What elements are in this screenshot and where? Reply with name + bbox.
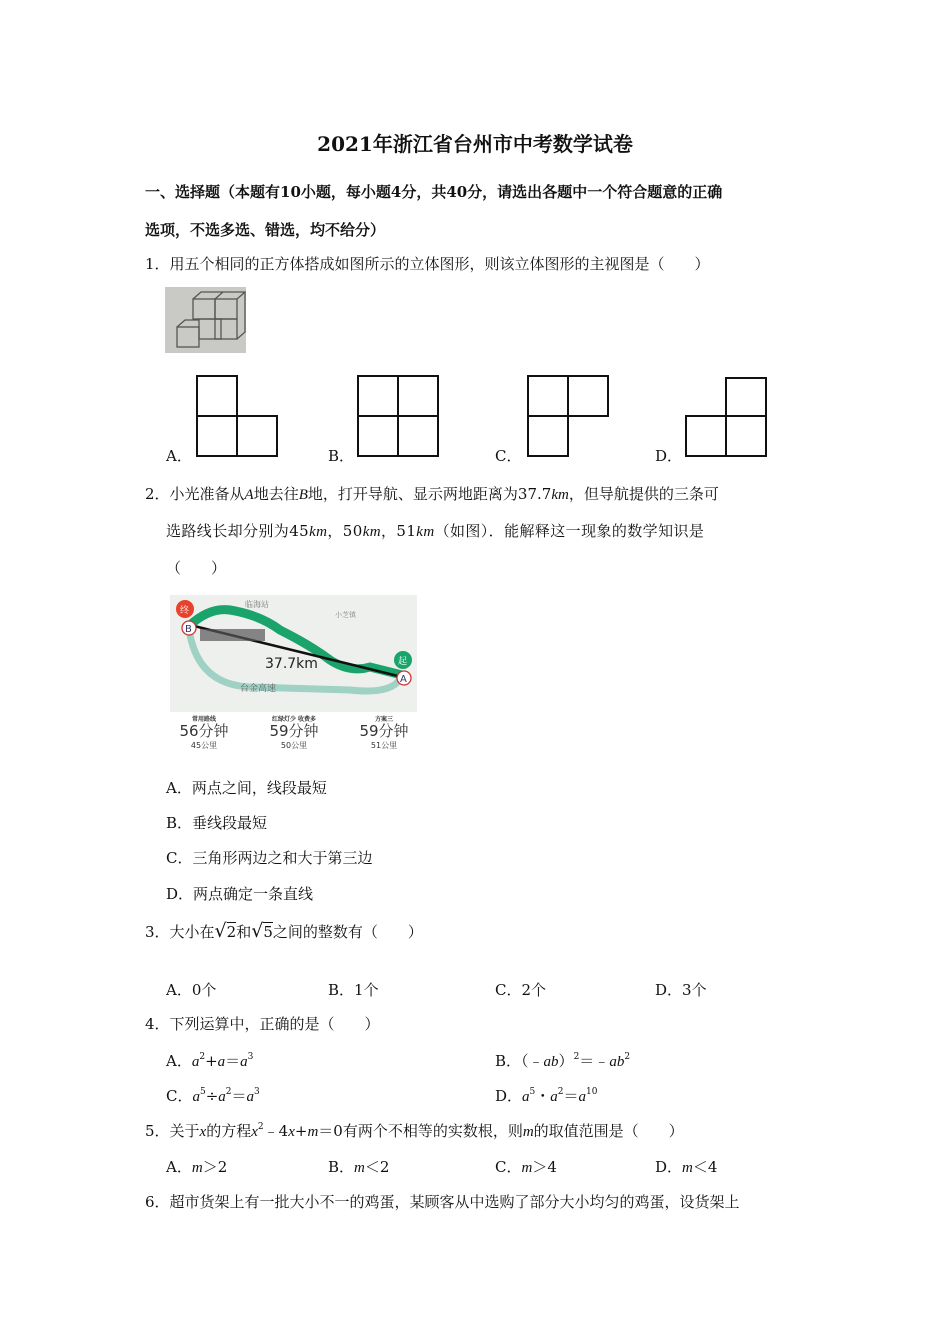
q5-option-b: B．m＜2 (328, 1158, 390, 1176)
option-c-figure (521, 370, 616, 462)
navigation-map-image (170, 595, 417, 712)
q4-option-d: D．$a^5$・$a^2=a^{10}$ (495, 1087, 598, 1105)
q4-option-b: B．$(﹣ab)^2=﹣ab^2$ (495, 1052, 631, 1070)
map-place-label: 小芝镇 (335, 611, 356, 619)
q5-option-d: D．m＜4 (655, 1158, 718, 1176)
q1-option-a: A． (166, 447, 192, 465)
q4-option-a: A．$a^2+a=a^3$ (166, 1052, 254, 1070)
q1-text: 1．用五个相同的正方体搭成如图所示的立体图形，则该立体图形的主视图是（ ） (145, 255, 710, 273)
q2-option-d: D．两点确定一条直线 (166, 885, 314, 903)
q1-option-d: D． (655, 447, 683, 465)
q2-option-c: C．三角形两边之和大于第三边 (166, 849, 373, 867)
q1-option-b: B． (328, 447, 355, 465)
q2-option-b: B．垂线段最短 (166, 814, 268, 832)
route-option: 方案三 59分钟 51公里 (359, 716, 409, 750)
page-title: 2021年浙江省台州市中考数学试卷 (317, 132, 633, 156)
q4-option-c: C．$a^5\div a^2=a^3$ (166, 1087, 260, 1105)
q3-option-a: A．0个 (166, 981, 217, 999)
q2-line3: （ ） (166, 559, 227, 577)
q2-line2: 选路线长却分别为45km，50km，51km（如图）．能解释这一现象的数学知识是 (166, 522, 705, 540)
q5-option-a: A．m＞2 (166, 1158, 228, 1176)
svg-text:终: 终 (180, 606, 190, 616)
section-heading: 一、选择题（本题有10小题，每小题4分，共40分，请选出各题中一个符合题意的正确 (145, 183, 723, 201)
q5-option-c: C．m＞4 (495, 1158, 557, 1176)
route-option: 常用路线 56分钟 45公里 (179, 716, 229, 750)
q4-text: 4．下列运算中，正确的是（ ） (145, 1015, 380, 1033)
q3-option-b: B．1个 (328, 981, 379, 999)
q2-line1: 2．小光准备从A地去往B地，打开导航、显示两地距离为37.7km，但导航提供的三条可 (145, 485, 719, 503)
option-a-figure (190, 370, 285, 462)
q3-option-d: D．3个 (655, 981, 707, 999)
route-option: 红绿灯少 收费多 59分钟 50公里 (269, 716, 319, 750)
map-road-label: 台金高速 (240, 684, 277, 694)
section-heading-cont: 选项，不选多选、错选，均不给分） (145, 221, 386, 239)
q3-option-c: C．2个 (495, 981, 547, 999)
option-d-figure (679, 370, 774, 462)
svg-text:A: A (400, 674, 407, 685)
svg-text:B: B (185, 624, 192, 635)
option-b-figure (351, 370, 446, 462)
q1-option-c: C． (495, 447, 522, 465)
q2-option-a: A．两点之间，线段最短 (166, 779, 327, 797)
q5-text: 5．关于x的方程$x^2﹣4x+m=0$有两个不相等的实数根，则m的取值范围是（ ） (145, 1122, 684, 1140)
map-place-label: 临海站 (245, 600, 269, 609)
q3-text: 3．大小在√2和√5之间的整数有（ ） (145, 920, 423, 942)
cube-figure-image (165, 287, 246, 353)
svg-text:起: 起 (398, 657, 408, 667)
map-distance-label: 37.7km (265, 656, 318, 672)
q6-text: 6．超市货架上有一批大小不一的鸡蛋，某顾客从中选购了部分大小均匀的鸡蛋，设货架上 (145, 1193, 740, 1211)
